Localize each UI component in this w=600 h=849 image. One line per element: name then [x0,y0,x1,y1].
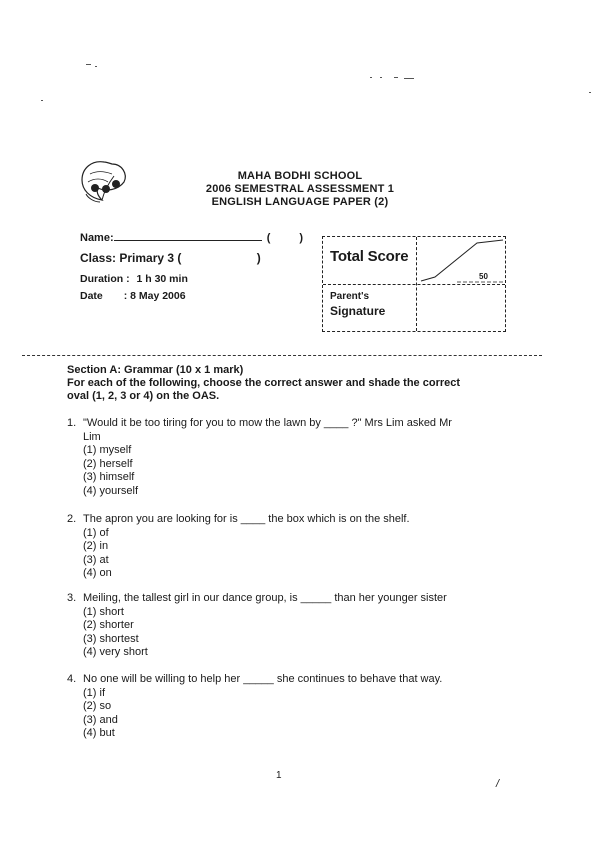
total-score-slash [417,237,505,284]
option-3: (3) at [83,553,109,566]
paper-title: ENGLISH LANGUAGE PAPER (2) [211,196,389,208]
name-row [80,231,303,244]
name-blank [114,231,262,241]
name-paren-close: ) [299,232,304,244]
option-3: (3) shortest [83,632,139,645]
question-stem: No one will be willing to help her _____ she continues to behave that way. [83,673,443,685]
class-paren-close: ) [256,251,261,265]
section-instruction-line-2: oval (1, 2, 3 or 4) on the OAS. [67,390,220,402]
scan-speck [41,100,43,101]
school-name: MAHA BODHI SCHOOL [237,170,363,182]
date-row [80,290,186,302]
question-number: 3. [67,592,77,604]
class-label: Class: Primary 3 ( [80,251,182,265]
scan-speck [95,66,97,67]
scan-speck [394,77,398,78]
question-number: 2. [67,513,77,525]
option-1: (1) of [83,526,109,539]
option-4: (4) but [83,727,115,740]
margin-tick-mark: / [496,778,500,790]
scan-speck [86,64,91,65]
total-score-label: Total Score [330,248,409,265]
question-stem: The apron you are looking for is ____ the box which is on the shelf. [83,513,410,525]
date-value: : 8 May 2006 [123,290,186,302]
question-stem: "Would it be too tiring for you to mow the lawn by ____ ?" Mrs Lim asked Mr [83,417,452,429]
option-1: (1) if [83,686,105,699]
signature-label: Signature [330,304,386,318]
question-3 [67,592,507,660]
section-title: Section A: Grammar (10 x 1 mark) [67,364,244,376]
question-number: 1. [67,417,77,429]
section-divider [22,355,542,356]
duration-value: 1 h 30 min [136,273,188,285]
option-4: (4) on [83,567,112,580]
scan-speck [589,92,591,93]
option-3: (3) himself [83,471,135,484]
question-1 [67,417,507,499]
school-crest-logo [78,158,130,204]
total-score-out-of: 50 [479,272,488,281]
name-paren-open: ( [266,232,271,244]
question-2 [67,513,507,581]
parent-label: Parent's [330,291,370,302]
scan-speck [380,77,382,78]
scan-speck [370,77,372,78]
option-2: (2) in [83,540,109,553]
scan-speck [404,78,414,79]
class-row [80,251,261,265]
assessment-title: 2006 SEMESTRAL ASSESSMENT 1 [205,183,395,195]
name-label: Name: [80,232,114,244]
duration-row [80,273,188,285]
page-number: 1 [276,770,282,781]
option-4: (4) yourself [83,484,139,497]
option-1: (1) short [83,605,124,618]
score-box-horizontal-divider [323,284,505,285]
option-3: (3) and [83,713,118,726]
option-2: (2) herself [83,457,133,470]
question-stem: Meiling, the tallest girl in our dance group, is _____ than her younger sister [83,592,447,604]
option-1: (1) myself [83,444,132,457]
question-4 [67,673,507,741]
date-label: Date [80,290,103,302]
question-number: 4. [67,673,77,685]
option-2: (2) shorter [83,619,134,632]
option-4: (4) very short [83,646,148,659]
section-instruction-line-1: For each of the following, choose the correct answer and shade the correct [67,377,461,389]
duration-label: Duration : [80,273,130,285]
option-2: (2) so [83,700,112,713]
question-stem-continued: Lim [83,430,101,443]
